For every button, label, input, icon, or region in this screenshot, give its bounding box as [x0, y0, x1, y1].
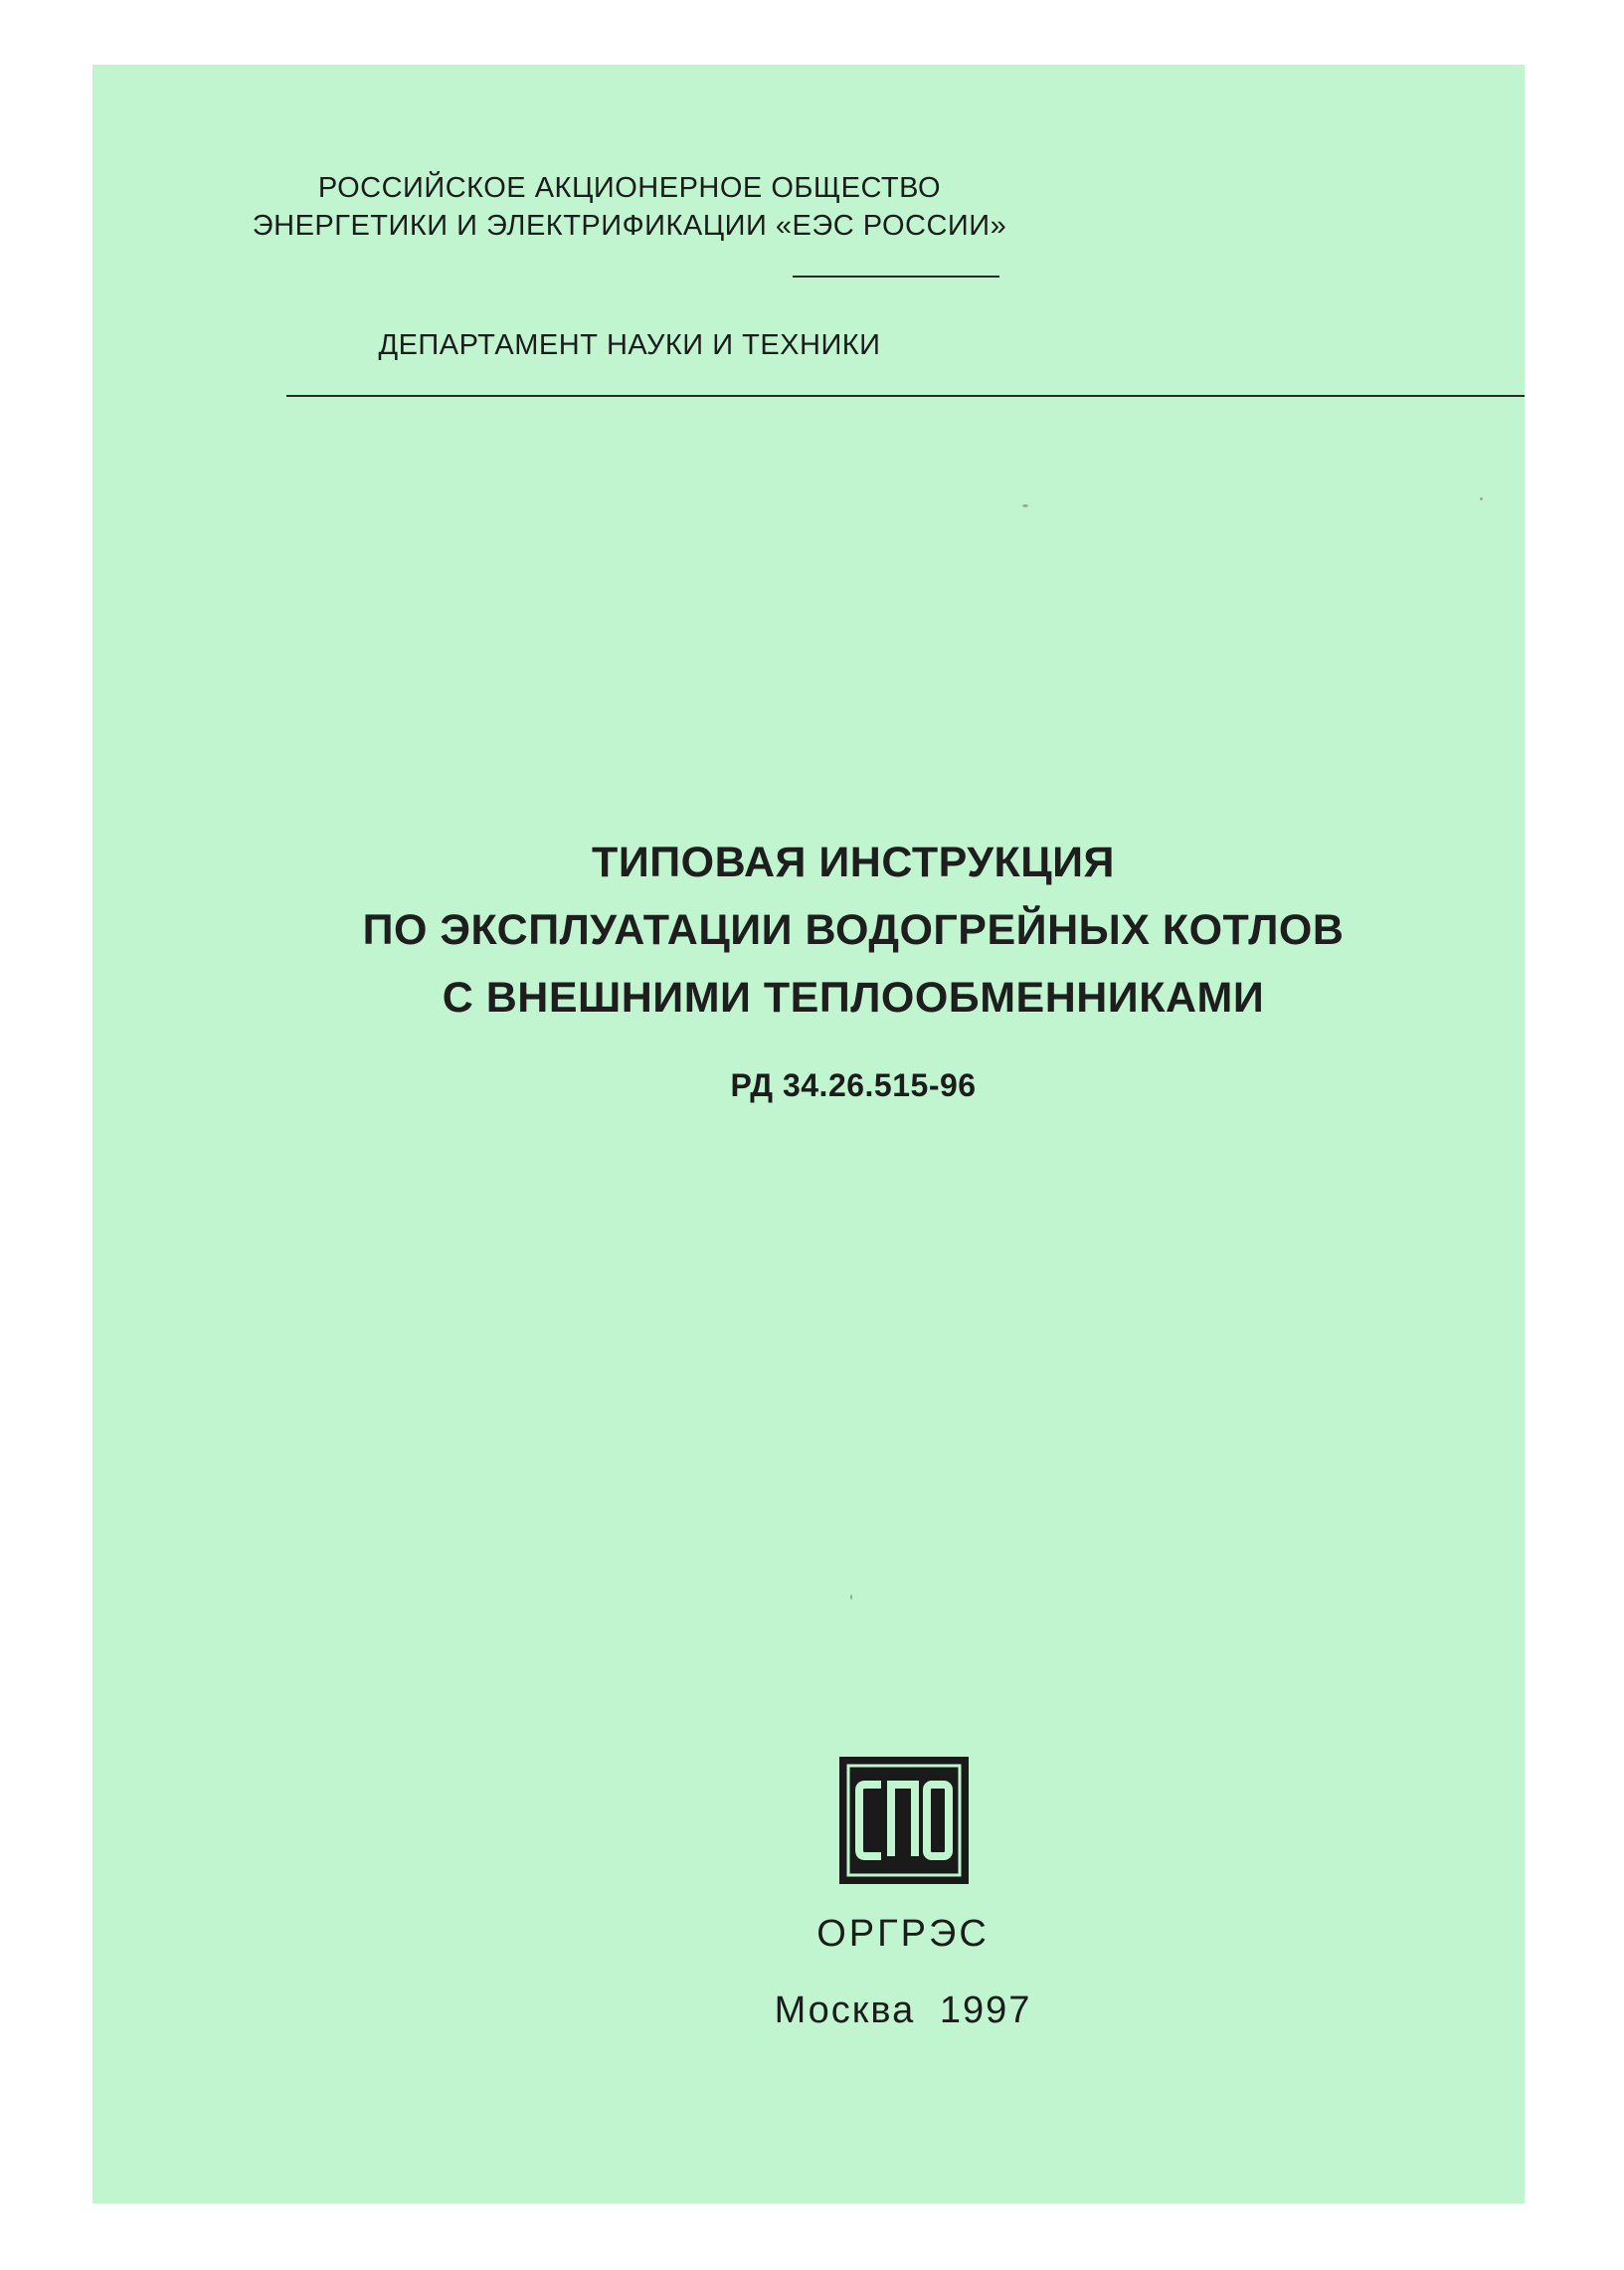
paper-speck: [850, 1595, 852, 1600]
document-code: РД 34.26.515-96: [730, 1067, 977, 1103]
spo-logo-icon: [839, 1757, 969, 1884]
document-cover: [92, 65, 1525, 2203]
paper-speck: [1480, 497, 1483, 500]
document-title-line-3: С ВНЕШНИМИ ТЕПЛООБМЕННИКАМИ: [442, 974, 1265, 1022]
publisher-name: ОРГРЭС: [816, 1913, 990, 1955]
publication-city-year: Москва 1997: [774, 1989, 1032, 2031]
document-title-line-1: ТИПОВАЯ ИНСТРУКЦИЯ: [592, 839, 1115, 886]
document-title-line-2: ПО ЭКСПЛУАТАЦИИ ВОДОГРЕЙНЫХ КОТЛОВ: [362, 906, 1345, 954]
organization-line-2: ЭНЕРГЕТИКИ И ЭЛЕКТРИФИКАЦИИ «ЕЭС РОССИИ»: [252, 210, 1007, 242]
header-divider: [286, 395, 1525, 397]
short-divider: [793, 276, 999, 278]
paper-speck: [1022, 504, 1028, 507]
organization-line-1: РОССИЙСКОЕ АКЦИОНЕРНОЕ ОБЩЕСТВО: [317, 172, 942, 204]
department-name: ДЕПАРТАМЕНТ НАУКИ И ТЕХНИКИ: [378, 329, 881, 361]
